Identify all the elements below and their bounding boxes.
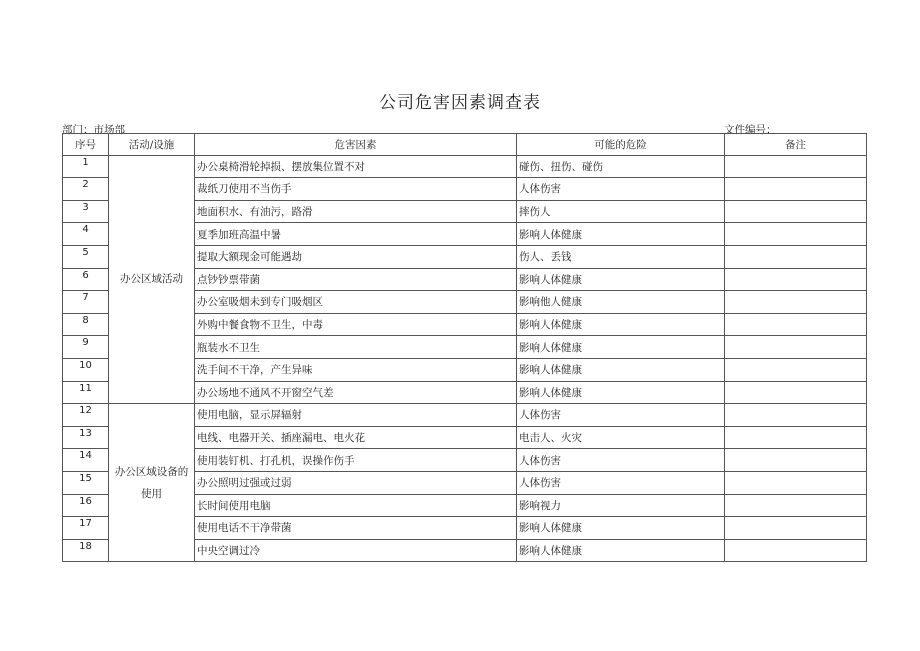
row-risk: 电击人、火灾 — [517, 426, 725, 449]
row-note — [725, 517, 867, 540]
row-serial: 4 — [63, 223, 109, 246]
row-hazard: 使用电脑，显示屏辐射 — [195, 404, 517, 427]
row-risk: 影响人体健康 — [517, 336, 725, 359]
row-hazard: 办公桌椅滑轮掉损、摆放集位置不对 — [195, 155, 517, 178]
row-risk: 影响他人健康 — [517, 291, 725, 314]
row-risk: 伤人、丢钱 — [517, 245, 725, 268]
row-hazard: 使用电话不干净带菌 — [195, 517, 517, 540]
row-serial: 5 — [63, 245, 109, 268]
file-number-label: 文件编号： — [724, 124, 777, 136]
row-serial: 16 — [63, 494, 109, 517]
row-serial: 18 — [63, 539, 109, 562]
row-hazard: 办公室吸烟未到专门吸烟区 — [195, 291, 517, 314]
row-note — [725, 245, 867, 268]
row-hazard: 电线、电器开关、插座漏电、电火花 — [195, 426, 517, 449]
row-risk: 碰伤、扭伤、碰伤 — [517, 155, 725, 178]
row-risk: 影响人体健康 — [517, 268, 725, 291]
activity-group-label: 办公区域设备的使用 — [109, 404, 195, 562]
row-note — [725, 404, 867, 427]
row-hazard: 洗手间不干净，产生异味 — [195, 358, 517, 381]
header-serial: 序号 — [63, 134, 109, 156]
row-serial: 2 — [63, 178, 109, 201]
row-serial: 10 — [63, 358, 109, 381]
row-hazard: 地面积水、有油污，路滑 — [195, 200, 517, 223]
row-note — [725, 268, 867, 291]
row-note — [725, 155, 867, 178]
row-risk: 影响人体健康 — [517, 381, 725, 404]
row-serial: 11 — [63, 381, 109, 404]
activity-group-label: 办公区域活动 — [109, 155, 195, 404]
row-hazard: 办公照明过强或过弱 — [195, 471, 517, 494]
row-serial: 1 — [63, 155, 109, 178]
row-note — [725, 223, 867, 246]
row-serial: 8 — [63, 313, 109, 336]
hazard-survey-table — [62, 133, 867, 562]
row-serial: 9 — [63, 336, 109, 359]
row-risk: 影响人体健康 — [517, 223, 725, 246]
row-hazard: 使用装钉机、打孔机，误操作伤手 — [195, 449, 517, 472]
row-note — [725, 426, 867, 449]
row-hazard: 中央空调过冷 — [195, 539, 517, 562]
row-hazard: 外购中餐食物不卫生，中毒 — [195, 313, 517, 336]
row-serial: 17 — [63, 517, 109, 540]
row-risk: 人体伤害 — [517, 178, 725, 201]
row-hazard: 长时间使用电脑 — [195, 494, 517, 517]
table-header-row — [63, 134, 867, 156]
row-risk: 影响人体健康 — [517, 313, 725, 336]
row-risk: 人体伤害 — [517, 449, 725, 472]
row-note — [725, 358, 867, 381]
document-title: 公司危害因素调查表 — [379, 93, 541, 113]
row-hazard: 点钞钞票带菌 — [195, 268, 517, 291]
row-serial: 6 — [63, 268, 109, 291]
row-serial: 3 — [63, 200, 109, 223]
row-note — [725, 471, 867, 494]
row-serial: 14 — [63, 449, 109, 472]
row-note — [725, 449, 867, 472]
table-row — [63, 155, 867, 178]
row-risk: 人体伤害 — [517, 404, 725, 427]
row-hazard: 裁纸刀使用不当伤手 — [195, 178, 517, 201]
row-note — [725, 200, 867, 223]
row-note — [725, 313, 867, 336]
row-serial: 12 — [63, 404, 109, 427]
header-note: 备注 — [725, 134, 867, 156]
row-hazard: 提取大额现金可能遇劫 — [195, 245, 517, 268]
row-serial: 7 — [63, 291, 109, 314]
row-note — [725, 494, 867, 517]
row-risk: 影响人体健康 — [517, 517, 725, 540]
row-risk: 影响视力 — [517, 494, 725, 517]
row-note — [725, 178, 867, 201]
table-body — [63, 155, 867, 562]
row-note — [725, 381, 867, 404]
header-activity: 活动/设施 — [109, 134, 195, 156]
header-hazard: 危害因素 — [195, 134, 517, 156]
row-risk: 影响人体健康 — [517, 358, 725, 381]
row-risk: 摔伤人 — [517, 200, 725, 223]
department-label: 部门：市场部 — [62, 124, 125, 136]
table-row — [63, 404, 867, 427]
row-hazard: 办公场地不通风不开窗空气差 — [195, 381, 517, 404]
row-hazard: 瓶装水不卫生 — [195, 336, 517, 359]
row-risk: 人体伤害 — [517, 471, 725, 494]
row-note — [725, 291, 867, 314]
row-note — [725, 336, 867, 359]
row-serial: 15 — [63, 471, 109, 494]
row-risk: 影响人体健康 — [517, 539, 725, 562]
header-risk: 可能的危险 — [517, 134, 725, 156]
row-hazard: 夏季加班高温中暑 — [195, 223, 517, 246]
row-serial: 13 — [63, 426, 109, 449]
row-note — [725, 539, 867, 562]
